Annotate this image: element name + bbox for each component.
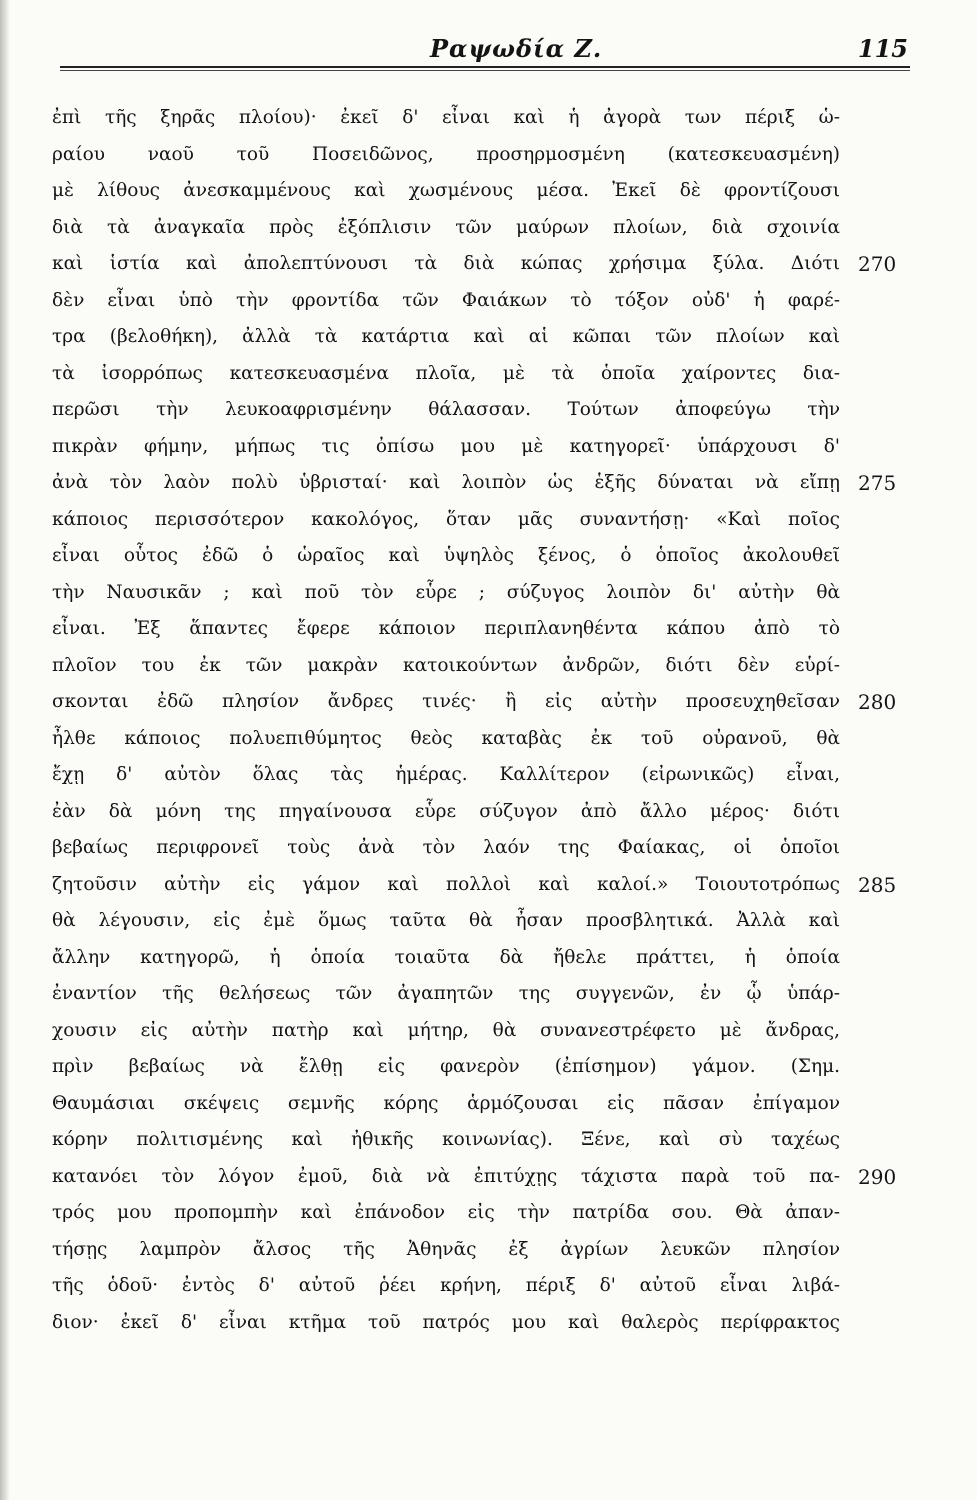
text-line: ἀνὰ τὸν λαὸν πολὺ ὑβρισταί· καὶ λοιπὸν ὡς ἑξῆς δύναται νὰ εἴπῃ [52, 472, 840, 493]
text-line: ἐπὶ τῆς ξηρᾶς πλοίου)· ἐκεῖ δ' εἶναι καὶ ἡ ἀγορὰ των πέριξ ὡ- [52, 107, 840, 128]
text-line: τήσῃς λαμπρὸν ἄλσος τῆς Ἀθηνᾶς ἐξ ἀγρίων λευκῶν πλησίον [52, 1238, 840, 1260]
text-line: χουσιν εἰς αὐτὴν πατὴρ καὶ μήτηρ, θὰ συνανεστρέφετο μὲ ἄνδρας, [52, 1019, 840, 1041]
text-line: καὶ ἱστία καὶ ἀπολεπτύνουσι τὰ διὰ κώπας χρήσιμα ξύλα. Διότι [52, 253, 840, 274]
running-head [60, 30, 910, 70]
text-line: ἐναντίον τῆς θελήσεως τῶν ἀγαπητῶν της συγγενῶν, ἐν ᾧ ὑπάρ- [52, 983, 840, 1004]
text-line: ἦλθε κάποιος πολυεπιθύμητος θεὸς καταβὰς ἐκ τοῦ οὐρανοῦ, θὰ [52, 727, 840, 749]
text-line: μὲ λίθους ἀνεσκαμμένους καὶ χωσμένους μέσα. Ἐκεῖ δὲ φροντίζουσι [52, 180, 840, 201]
text-line: τρός μου προπομπὴν καὶ ἐπάνοδον εἰς τὴν πατρίδα σου. Θὰ ἀπαν- [52, 1202, 840, 1223]
text-line: κατανόει τὸν λόγον ἐμοῦ, διὰ νὰ ἐπιτύχῃς τάχιστα παρὰ τοῦ πα- [52, 1165, 840, 1187]
text-line: ραίου ναοῦ τοῦ Ποσειδῶνος, προσηρμοσμένη (κατεσκευασμένη) [52, 143, 840, 165]
text-line: βεβαίως περιφρονεῖ τοὺς ἀνὰ τὸν λαόν της Φαίακας, οἱ ὁποῖοι [52, 837, 840, 858]
text-line: ἄλλην κατηγορῶ, ἡ ὁποία τοιαῦτα δὰ ἤθελε πράττει, ἡ ὁποία [52, 946, 840, 968]
text-line: δὲν εἶναι ὑπὸ τὴν φροντίδα τῶν Φαιάκων τὸ τόξον οὐδ' ἡ φαρέ- [52, 289, 840, 311]
text-line: ἐὰν δὰ μόνη της πηγαίνουσα εὗρε σύζυγον ἀπὸ ἄλλο μέρος· διότι [52, 800, 840, 822]
text-line: σκονται ἐδῶ πλησίον ἄνδρες τινές· ἢ εἰς αὐτὴν προσευχηθεῖσαν [52, 691, 840, 712]
text-line: Θαυμάσιαι σκέψεις σεμνῆς κόρης ἁρμόζουσαι εἰς πᾶσαν ἐπίγαμον [52, 1092, 840, 1114]
text-line: θὰ λέγουσιν, εἰς ἐμὲ ὅμως ταῦτα θὰ ἦσαν προσβλητικά. Ἀλλὰ καὶ [52, 910, 840, 931]
text-line: τὴν Ναυσικᾶν ; καὶ ποῦ τὸν εὗρε ; σύζυγος λοιπὸν δι' αὐτὴν θὰ [52, 581, 840, 603]
header-rule [60, 66, 910, 71]
text-line: πρὶν βεβαίως νὰ ἔλθῃ εἰς φανερὸν (ἐπίσημον) γάμον. (Σημ. [52, 1056, 840, 1077]
text-line: περῶσι τὴν λευκοαφρισμένην θάλασσαν. Τούτων ἀποφεύγω τὴν [52, 399, 840, 420]
chapter-title: Ραψωδία Ζ. [430, 34, 603, 63]
text-line: ζητοῦσιν αὐτὴν εἰς γάμον καὶ πολλοὶ καὶ καλοί.» Τοιουτοτρόπως [52, 873, 840, 895]
text-line: πλοῖον του ἐκ τῶν μακρὰν κατοικούντων ἀνδρῶν, διότι δὲν εὑρί- [52, 654, 840, 676]
text-line: ἔχῃ δ' αὐτὸν ὅλας τὰς ἡμέρας. Καλλίτερον (εἰρωνικῶς) εἶναι, [52, 764, 840, 785]
verse-number: 285 [858, 872, 897, 897]
text-line: τρα (βελοθήκη), ἀλλὰ τὰ κατάρτια καὶ αἱ κῶπαι τῶν πλοίων καὶ [52, 326, 840, 347]
text-line: πικρὰν φήμην, μήπως τις ὀπίσω μου μὲ κατηγορεῖ· ὑπάρχουσι δ' [52, 435, 840, 457]
verse-number: 290 [858, 1164, 897, 1189]
text-line: τῆς ὁδοῦ· ἐντὸς δ' αὐτοῦ ῥέει κρήνη, πέριξ δ' αὐτοῦ εἶναι λιβά- [52, 1275, 840, 1296]
text-line: εἶναι. Ἐξ ἅπαντες ἔφερε κάποιον περιπλανηθέντα κάπου ἀπὸ τὸ [52, 618, 840, 639]
body-text [52, 100, 840, 1341]
text-line: διον· ἐκεῖ δ' εἶναι κτῆμα τοῦ πατρός μου καὶ θαλερὸς περίφρακτος [52, 1311, 840, 1333]
page-number: 115 [857, 34, 908, 63]
verse-number: 270 [858, 252, 897, 276]
text-line: τὰ ἰσορρόπως κατεσκευασμένα πλοῖα, μὲ τὰ ὁποῖα χαίροντες δια- [52, 362, 840, 384]
verse-number: 280 [858, 690, 897, 714]
text-line: κόρην πολιτισμένης καὶ ἠθικῆς κοινωνίας). Ξένε, καὶ σὺ ταχέως [52, 1129, 840, 1150]
verse-number: 275 [858, 471, 897, 495]
text-line: κάποιος περισσότερον κακολόγος, ὅταν μᾶς συναντήσῃ· «Καὶ ποῖος [52, 508, 840, 530]
text-line: εἶναι οὗτος ἐδῶ ὁ ὡραῖος καὶ ὑψηλὸς ξένος, ὁ ὁποῖος ἀκολουθεῖ [52, 545, 840, 566]
text-line: διὰ τὰ ἀναγκαῖα πρὸς ἐξόπλισιν τῶν μαύρων πλοίων, διὰ σχοινία [52, 216, 840, 238]
